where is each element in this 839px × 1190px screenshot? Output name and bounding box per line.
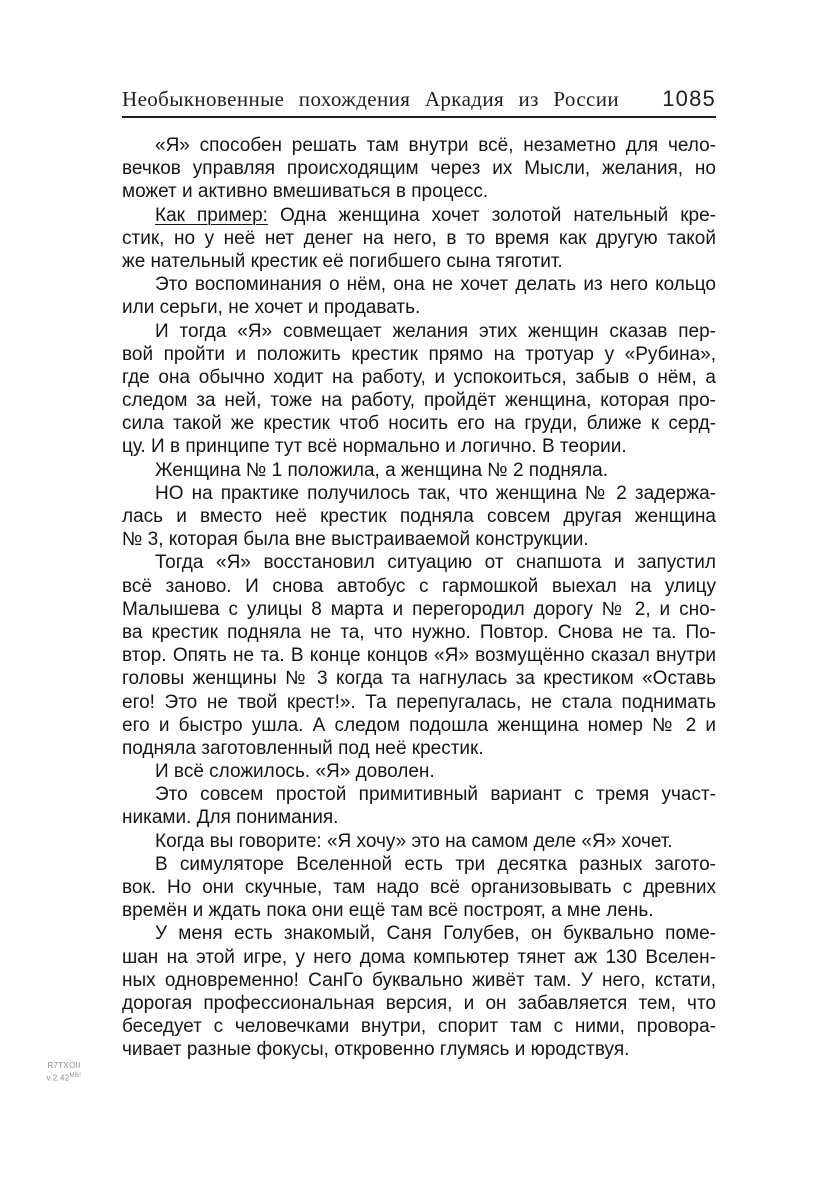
paragraph	[122, 204, 716, 274]
text-line: втор. Опять не та. В конце концов «Я» возмущённо сказал внутри	[122, 645, 716, 667]
running-header	[122, 86, 716, 118]
paragraph	[122, 830, 716, 853]
text-line: сила такой же крестик чтоб носить его на груди, ближе к серд-	[122, 413, 716, 435]
text-line: Когда вы говорите: «Я хочу» это на самом деле «Я» хочет.	[155, 830, 673, 852]
text-line: Тогда «Я» восстановил ситуацию от снапшота и запустил	[155, 552, 716, 574]
text-line: всё заново. И снова автобус с гармошкой выехал на улицу	[122, 575, 716, 597]
paragraph	[122, 853, 716, 923]
text-line: В симуляторе Вселенной есть три десятка разных загото-	[155, 853, 716, 875]
text-line: ных одновременно! СанГо буквально живёт там. У него, кстати,	[122, 969, 716, 991]
text-line: вечков управляя происходящим через их Мысли, желания, но	[122, 158, 716, 180]
paragraph	[122, 922, 716, 1061]
printer-mark-superscript: МВ²	[69, 1073, 82, 1079]
printer-mark-line2	[34, 1071, 94, 1084]
text-line: или серьги, не хочет и продавать.	[122, 297, 421, 319]
underlined-text: Как пример:	[155, 204, 268, 226]
text-line: его и быстро ушла. А следом подошла женщина номер № 2 и	[122, 714, 716, 736]
text-line: Это воспоминания о нём, она не хочет делать из него кольцо	[155, 274, 716, 296]
text-line: вок. Но они скучные, там надо всё организовывать с древних	[122, 877, 716, 898]
paragraph	[122, 482, 716, 552]
text-line: Малышева с улицы 8 марта и перегородил дорогу № 2, и сно-	[122, 598, 716, 620]
text-line	[122, 204, 716, 227]
page-number: 1085	[662, 86, 716, 111]
paragraph	[122, 459, 716, 482]
text-line: И всё сложилось. «Я» доволен.	[155, 761, 435, 783]
text-line: чивает разные фокусы, откровенно глумясь и юродствуя.	[122, 1039, 630, 1061]
text-line: шан на этой игре, у него дома компьютер тянет аж 130 Вселен-	[122, 946, 716, 968]
paragraph	[122, 134, 716, 204]
text-line: № 3, которая была вне выстраиваемой конструкции.	[122, 529, 589, 551]
text-line: головы женщины № 3 когда та нагнулась за крестиком «Оставь	[122, 668, 716, 690]
printer-mark	[34, 1061, 94, 1084]
text-line: дорогая профессиональная версия, и он забавляется тем, что	[122, 992, 716, 1014]
text-line: беседует с человечками внутри, спорит там с ними, провора-	[122, 1016, 716, 1038]
text-line: никами. Для понимания.	[122, 807, 339, 829]
text-block	[122, 86, 716, 1062]
text-line: НО на практике получилось так, что женщина № 2 задержа-	[155, 482, 716, 504]
text-line: времён и ждать пока они ещё там всё построят, а мне лень.	[122, 900, 654, 922]
text-line: ва крестик подняла не та, что нужно. Повтор. Снова не та. По-	[122, 621, 716, 643]
text-line: Это совсем простой примитивный вариант с тремя участ-	[155, 784, 716, 806]
paragraph	[122, 783, 716, 829]
text-line: стик, но у неё нет денег на него, в то время как другую такой	[122, 227, 716, 249]
text-line: «Я» способен решать там внутри всё, незаметно для чело-	[155, 135, 716, 156]
text-line: же нательный крестик её погибшего сына тяготит.	[122, 250, 563, 272]
text-line: цу. И в принципе тут всё нормально и логично. В теории.	[122, 436, 627, 458]
text-line: И тогда «Я» совмещает желания этих женщин сказав пер-	[155, 320, 716, 342]
text-segment: Одна женщина хочет золотой нательный кре-	[267, 204, 716, 226]
text-line: лась и вместо неё крестик подняла совсем другая женщина	[122, 506, 716, 527]
paragraph	[122, 320, 716, 459]
printer-mark-version: v.2.42	[46, 1073, 70, 1083]
paragraph	[122, 273, 716, 319]
printer-mark-line1: R7TXOII	[47, 1061, 81, 1070]
text-line: где она обычно ходит на работу, и успокоиться, забыв о нём, а	[122, 366, 716, 388]
text-line: подняла заготовленный под неё крестик.	[122, 737, 484, 759]
text-line: его! Это не твой крест!». Та перепугалась, не стала поднимать	[122, 691, 716, 713]
paragraph	[122, 760, 716, 783]
body-text	[122, 134, 716, 1062]
text-line: вой пройти и положить крестик прямо на тротуар у «Рубина»,	[122, 343, 716, 365]
paragraph	[122, 551, 716, 760]
text-line: У меня есть знакомый, Саня Голубев, он буквально поме-	[155, 923, 716, 945]
text-line: Женщина № 1 положила, а женщина № 2 подняла.	[155, 459, 609, 481]
text-line: следом за ней, тоже на работу, пройдёт женщина, которая про-	[122, 390, 716, 412]
header-title: Необыкновенные похождения Аркадия из России	[122, 87, 620, 111]
text-line: может и активно вмешиваться в процесс.	[122, 181, 489, 203]
